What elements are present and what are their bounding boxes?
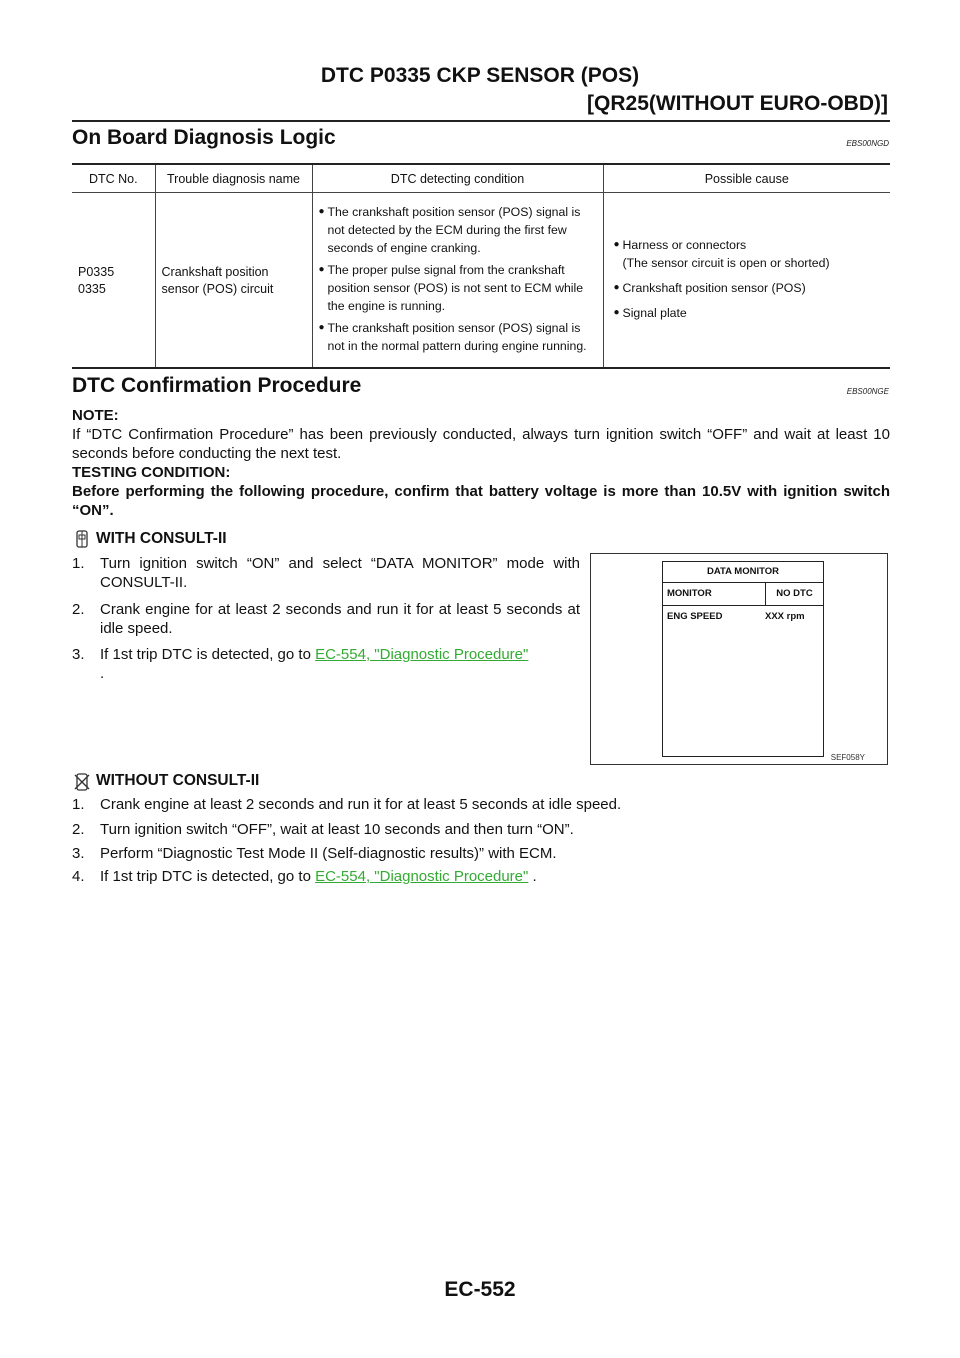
bullet-icon: ● bbox=[318, 321, 325, 333]
diagnostic-procedure-link[interactable]: EC-554, "Diagnostic Procedure" bbox=[315, 646, 529, 663]
data-monitor-screen bbox=[662, 561, 824, 757]
figure-code: SEF058Y bbox=[830, 753, 865, 762]
list-item: ● The proper pulse signal from the crankshaft position sensor (POS) is not sent to ECM while the engine is running. bbox=[318, 262, 584, 313]
diagnosis-name-line: Crankshaft position bbox=[161, 264, 269, 279]
list-item: ● The crankshaft position sensor (POS) signal is not detected by the ECM during the first few seconds of engine cranking. bbox=[318, 204, 581, 255]
table-header-cell: Trouble diagnosis name bbox=[155, 165, 312, 193]
header-rule bbox=[72, 120, 890, 122]
table-bottom-rule bbox=[72, 367, 890, 369]
bullet-icon: ● bbox=[318, 205, 325, 217]
no-tool-icon bbox=[74, 773, 90, 796]
table-header-cell: Possible cause bbox=[603, 165, 890, 193]
diagnosis-name-line: sensor (POS) circuit bbox=[161, 281, 274, 296]
with-consult-heading: WITH CONSULT-II bbox=[96, 530, 227, 547]
page-subtitle: [QR25(WITHOUT EURO-OBD)] bbox=[587, 92, 888, 115]
dtc-number: P0335 bbox=[78, 264, 115, 279]
diagnosis-name-cell bbox=[155, 193, 312, 369]
screen-data-row bbox=[663, 606, 823, 622]
section-title-diagnosis-logic: On Board Diagnosis Logic bbox=[72, 126, 336, 149]
list-item: ● The crankshaft position sensor (POS) signal is not in the normal pattern during engine running. bbox=[318, 320, 587, 353]
diagnostic-procedure-link[interactable]: EC-554, "Diagnostic Procedure" bbox=[315, 868, 529, 885]
list-item-continuation: (The sensor circuit is open or shorted) bbox=[622, 255, 830, 270]
list-item: 2. Turn ignition switch “OFF”, wait at least 10 seconds and then turn “ON”. bbox=[72, 821, 574, 838]
list-item: 1. Crank engine at least 2 seconds and run it for at least 5 seconds at idle speed. bbox=[72, 796, 622, 813]
screen-title: DATA MONITOR bbox=[663, 562, 823, 583]
consult-tool-icon bbox=[74, 530, 90, 553]
note-label: NOTE: bbox=[72, 407, 119, 424]
bullet-icon: ● bbox=[613, 238, 620, 250]
table-header-cell: DTC No. bbox=[72, 165, 155, 193]
testing-condition-text: Before performing the following procedure, confirm that battery voltage is more than 10.5V with ignition switch “ON”. bbox=[72, 483, 890, 519]
bullet-icon: ● bbox=[613, 281, 620, 293]
testing-condition-label: TESTING CONDITION: bbox=[72, 464, 231, 481]
list-item: 3. If 1st trip DTC is detected, go to EC-554, "Diagnostic Procedure" . bbox=[72, 646, 529, 682]
page-number: EC-552 bbox=[444, 1278, 516, 1301]
possible-cause-cell bbox=[603, 193, 890, 369]
data-monitor-figure bbox=[590, 553, 888, 765]
screen-column-no-dtc: NO DTC bbox=[776, 588, 813, 599]
section-code: EBS00NGE bbox=[846, 387, 889, 396]
dtc-table bbox=[72, 165, 890, 369]
dtc-number-alt: 0335 bbox=[78, 281, 106, 296]
section-code: EBS00NGD bbox=[846, 139, 889, 148]
screen-column-monitor: MONITOR bbox=[663, 583, 766, 605]
section-title-confirmation-procedure: DTC Confirmation Procedure bbox=[72, 374, 362, 397]
detecting-condition-cell bbox=[312, 193, 603, 369]
list-item: 4. If 1st trip DTC is detected, go to EC-554, "Diagnostic Procedure" . bbox=[72, 868, 537, 885]
list-item: 1. Turn ignition switch “ON” and select “DATA MONITOR” mode with CONSULT-II. bbox=[72, 555, 580, 591]
list-item: ● Crankshaft position sensor (POS) bbox=[613, 280, 806, 295]
page-title: DTC P0335 CKP SENSOR (POS) bbox=[320, 64, 640, 87]
screen-row-label: ENG SPEED bbox=[667, 611, 723, 622]
table-row bbox=[72, 193, 890, 369]
bullet-icon: ● bbox=[613, 306, 620, 318]
bullet-icon: ● bbox=[318, 263, 325, 275]
table-header-cell: DTC detecting condition bbox=[312, 165, 603, 193]
screen-row-value: XXX rpm bbox=[765, 611, 805, 622]
screen-header-row bbox=[663, 583, 823, 606]
list-item: 2. Crank engine for at least 2 seconds and run it for at least 5 seconds at idle speed. bbox=[72, 601, 580, 637]
list-item: ● Harness or connectors bbox=[613, 237, 747, 252]
list-item: ● Signal plate bbox=[613, 305, 687, 320]
dtc-number-cell bbox=[72, 193, 155, 369]
list-item: 3. Perform “Diagnostic Test Mode II (Self-diagnostic results)” with ECM. bbox=[72, 845, 557, 862]
without-consult-heading: WITHOUT CONSULT-II bbox=[96, 772, 260, 789]
note-text: If “DTC Confirmation Procedure” has been previously conducted, always turn ignition switch “OFF” and wait at least 10 seconds before conducting the next test. bbox=[72, 426, 890, 462]
table-header-row bbox=[72, 165, 890, 193]
